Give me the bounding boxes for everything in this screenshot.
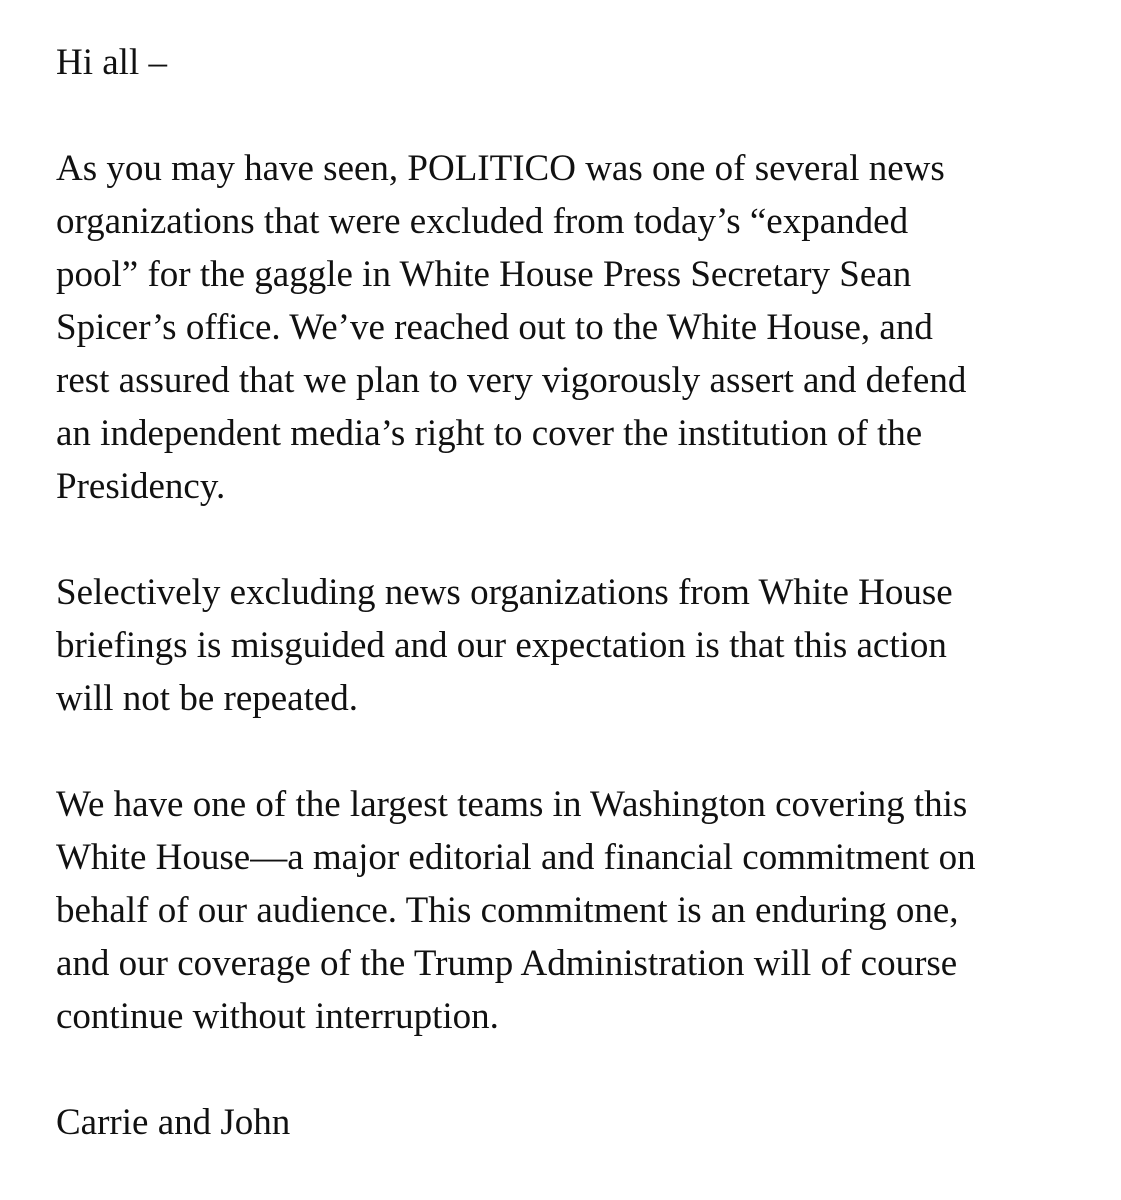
paragraph-line: will not be repeated.	[56, 678, 359, 719]
paragraph-line: pool” for the gaggle in White House Press Secretary Sean	[56, 254, 912, 295]
paragraph-line: behalf of our audience. This commitment is an enduring one,	[56, 890, 959, 931]
paragraph-line: briefings is misguided and our expectation is that this action	[56, 625, 947, 666]
paragraph-line: As you may have seen, POLITICO was one of several news	[56, 148, 945, 189]
paragraph-line: continue without interruption.	[56, 996, 499, 1037]
paragraph-line: Presidency.	[56, 466, 226, 507]
paragraph-line: Spicer’s office. We’ve reached out to the White House, and	[56, 307, 933, 348]
letter-document	[56, 36, 1096, 1149]
paragraph-spacer	[56, 89, 1096, 142]
paragraph-selective-exclusion	[56, 566, 1096, 725]
paragraph-spacer	[56, 1043, 1096, 1096]
paragraph-politico-excluded	[56, 142, 1096, 513]
paragraph-line: rest assured that we plan to very vigorously assert and defend	[56, 360, 967, 401]
paragraph-line: We have one of the largest teams in Washington covering this	[56, 784, 968, 825]
paragraph-line: an independent media’s right to cover the institution of the	[56, 413, 923, 454]
signature: Carrie and John	[56, 1102, 291, 1143]
paragraph-commitment	[56, 778, 1096, 1043]
greeting: Hi all –	[56, 42, 167, 83]
paragraph-line: organizations that were excluded from today’s “expanded	[56, 201, 909, 242]
paragraph-line: Selectively excluding news organizations from White House	[56, 572, 953, 613]
paragraph-line: and our coverage of the Trump Administration will of course	[56, 943, 958, 984]
paragraph-spacer	[56, 725, 1096, 778]
paragraph-line: White House—a major editorial and financial commitment on	[56, 837, 976, 878]
paragraph-spacer	[56, 513, 1096, 566]
